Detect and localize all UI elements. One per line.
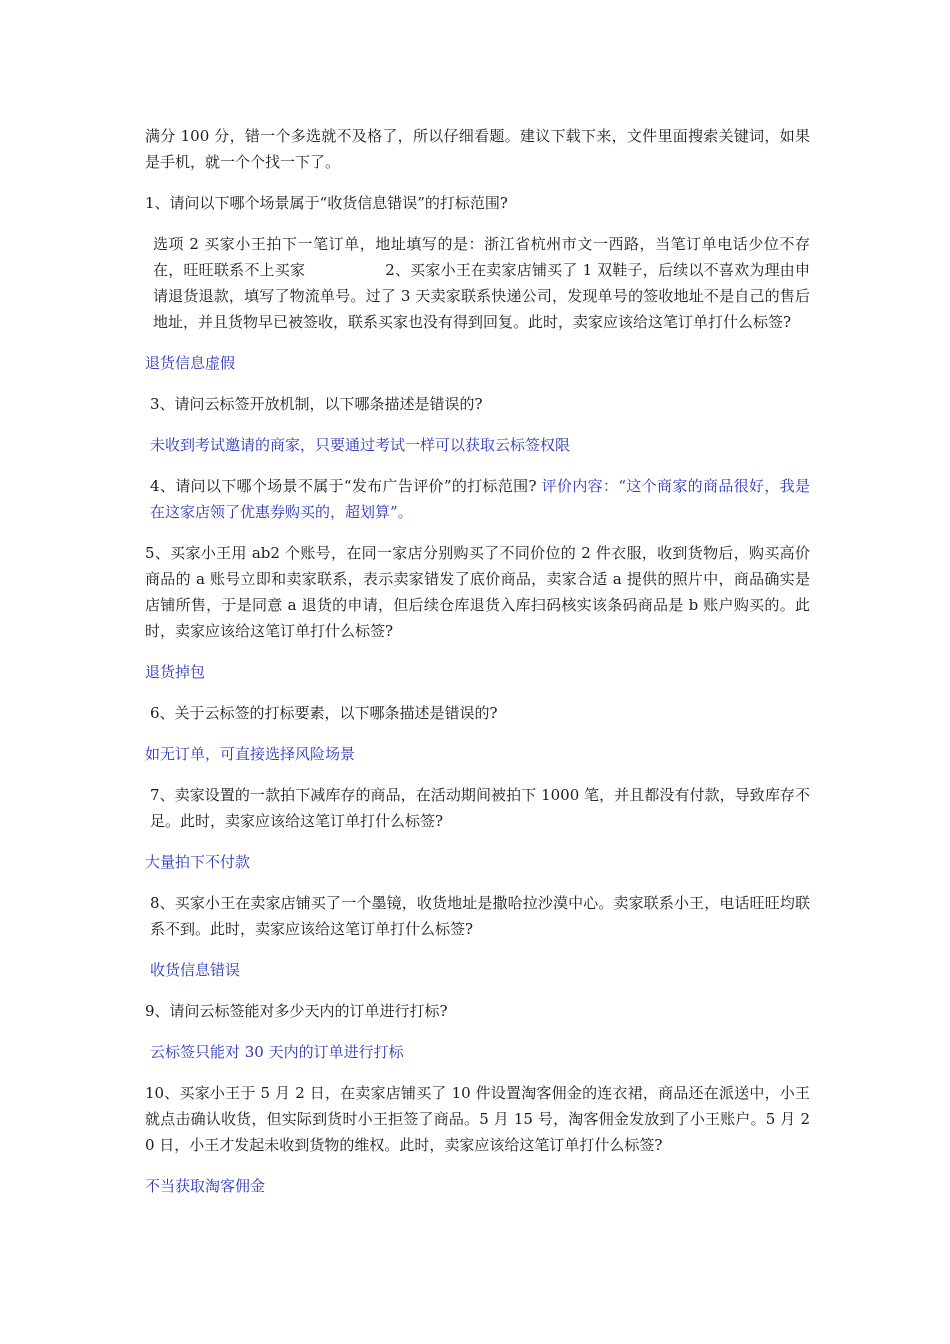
question-9: 9、请问云标签能对多少天内的订单进行打标? <box>145 1002 448 1020</box>
question-8: 8、买家小王在卖家店铺买了一个墨镜，收货地址是撒哈拉沙漠中心。卖家联系小王，电话旺旺均联系不到。此时，卖家应该给这笔订单打什么标签? <box>150 894 810 938</box>
answer-2: 退货信息虚假 <box>145 354 236 372</box>
question-1: 1、请问以下哪个场景属于“收货信息错误”的打标范围? <box>145 194 508 212</box>
question-4-text: 4、请问以下哪个场景不属于“发布广告评价”的打标范围? <box>150 477 537 495</box>
question-3: 3、请问云标签开放机制，以下哪条描述是错误的? <box>150 395 483 413</box>
option-2-text: 选项 2 买家小王拍下一笔订单，地址填写的是：浙江省杭州市文一西路，当笔订单电话少位不存在，旺旺联系不上买家 <box>153 235 810 279</box>
answer-6: 如无订单，可直接选择风险场景 <box>145 745 356 763</box>
question-5: 5、买家小王用 ab2 个账号，在同一家店分别购买了不同价位的 2 件衣服，收到货物后，购买高价商品的 a 账号立即和卖家联系，表示卖家错发了底价商品，卖家合适 a 提供的照片中，商品确实是店铺所售，于是同意 a 退货的申请，但后续仓库退货入库扫码核实该条码商品是 b 账户购买的。此时，卖家应该给这笔订单打什么标签? <box>145 544 810 640</box>
question-2-text: 2、买家小王在卖家店铺买了 1 双鞋子，后续以不喜欢为理由申请退货退款，填写了物流单号。过了 3 天卖家联系快递公司，发现单号的签收地址不是自己的售后地址，并且货物早已被签收，联系买家也没有得到回复。此时，卖家应该给这笔订单打什么标签? <box>153 261 810 331</box>
answer-9: 云标签只能对 30 天内的订单进行打标 <box>150 1043 404 1061</box>
question-6: 6、关于云标签的打标要素，以下哪条描述是错误的? <box>150 704 498 722</box>
answer-4: 评价内容：“这个商家的商品很好，我是在这家店领了优惠券购买的，超划算”。 <box>150 477 810 521</box>
answer-5: 退货掉包 <box>145 663 206 681</box>
answer-7: 大量拍下不付款 <box>145 853 251 871</box>
question-10: 10、买家小王于 5 月 2 日，在卖家店铺买了 10 件设置淘客佣金的连衣裙，商品还在派送中，小王就点击确认收货，但实际到货时小王拒签了商品。5 月 15 号，淘客佣金发放到了小王账户。5 月 20 日，小王才发起未收到货物的维权。此时，卖家应该给这笔订单打什么标签? <box>145 1084 810 1154</box>
answer-10: 不当获取淘客佣金 <box>145 1177 266 1195</box>
intro-paragraph: 满分 100 分，错一个多选就不及格了，所以仔细看题。建议下载下来，文件里面搜索关键词，如果是手机，就一个个找一下了。 <box>145 127 810 171</box>
document-body <box>145 123 810 1214</box>
answer-3: 未收到考试邀请的商家，只要通过考试一样可以获取云标签权限 <box>150 436 571 454</box>
question-2-combined <box>145 231 810 335</box>
answer-8: 收货信息错误 <box>150 961 241 979</box>
question-7: 7、卖家设置的一款拍下减库存的商品，在活动期间被拍下 1000 笔，并且都没有付款，导致库存不足。此时，卖家应该给这笔订单打什么标签? <box>150 786 810 830</box>
question-4 <box>145 473 810 525</box>
